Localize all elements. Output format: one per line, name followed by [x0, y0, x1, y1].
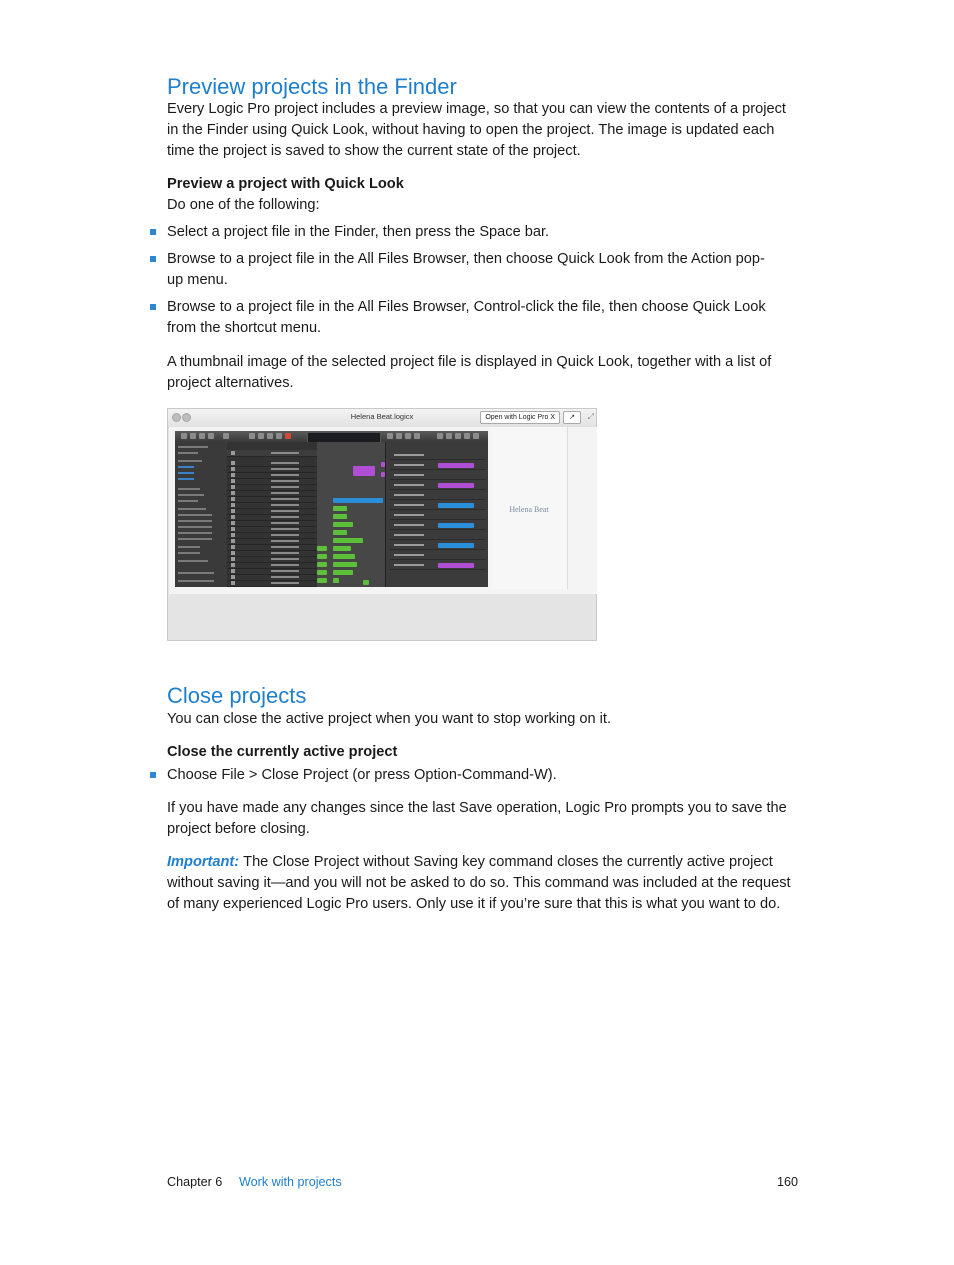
track-name [271, 546, 299, 548]
footer-chapter: Chapter 6 [167, 1175, 223, 1189]
track-name [271, 510, 299, 512]
midi-region [317, 570, 327, 575]
midi-region [333, 570, 353, 575]
track-name [271, 504, 299, 506]
library-row [178, 472, 194, 474]
track-name [271, 516, 299, 518]
task-heading: Close the currently active project [167, 744, 398, 760]
bullet-text: Select a project file in the Finder, then press the Space bar. [167, 224, 550, 240]
loops-icon [414, 433, 420, 439]
alternative-row [390, 522, 486, 530]
waveform [438, 463, 474, 468]
track-icon [231, 497, 235, 501]
alternative-row [390, 492, 486, 500]
after-paragraph: A thumbnail image of the selected project file is displayed in Quick Look, together with a list of project alternatives. [167, 354, 772, 391]
bullet-text: Browse to a project file in the All Files Browser, Control-click the file, then choose Quick Look from the shortcut menu. [167, 299, 766, 336]
track-name [271, 570, 299, 572]
record-icon [285, 433, 291, 439]
bullet-icon [150, 229, 156, 235]
track-name [271, 534, 299, 536]
important-block [167, 852, 799, 915]
midi-region [333, 530, 347, 535]
file-icon [455, 433, 461, 439]
expand-icon[interactable]: ⤢ [587, 412, 594, 421]
task-lead: Do one of the following: [167, 197, 320, 213]
track-name [271, 486, 299, 488]
track-name [271, 528, 299, 530]
important-text: The Close Project without Saving key command closes the currently active project without saving it—and you will not be asked to do so. This command was included at the request of many experienced Logic Pro users. Only use it if you’re sure that this is what you want to do. [167, 854, 791, 912]
library-row [178, 494, 204, 496]
quicklook-window [167, 408, 597, 641]
alternative-row [390, 532, 486, 540]
play-icon [276, 433, 282, 439]
forward-icon [258, 433, 264, 439]
alternative-name [394, 524, 424, 526]
audio-region [353, 466, 375, 476]
track-icon [231, 491, 235, 495]
library-row [178, 572, 214, 574]
midi-region [333, 546, 351, 551]
open-with-button[interactable]: Open with Logic Pro X [480, 411, 560, 424]
list-item [150, 297, 797, 339]
browser-panel [385, 442, 488, 587]
alternative-name [394, 514, 424, 516]
library-row [178, 488, 200, 490]
track-icon [231, 485, 235, 489]
library-row [178, 508, 206, 510]
mixer-icon [223, 433, 229, 439]
section-intro [167, 99, 799, 162]
track-icon [231, 551, 235, 555]
midi-region [317, 562, 327, 567]
track-row [227, 450, 317, 457]
library-row [178, 466, 194, 468]
alternative-name [394, 454, 424, 456]
track-name [271, 480, 299, 482]
alternative-row [390, 472, 486, 480]
alternative-name [394, 554, 424, 556]
editor-icon [387, 433, 393, 439]
track-icon [231, 545, 235, 549]
track-icon [231, 527, 235, 531]
track-icon [231, 467, 235, 471]
track-name [271, 522, 299, 524]
track-name [271, 558, 299, 560]
library-row [178, 538, 212, 540]
track-name [271, 474, 299, 476]
after-paragraph: If you have made any changes since the last Save operation, Logic Pro prompts you to save the project before closing. [167, 800, 787, 837]
alternative-row [390, 482, 486, 490]
settings-icon [473, 433, 479, 439]
track-name [271, 462, 299, 464]
track-row [227, 580, 317, 587]
list-icon [396, 433, 402, 439]
section-close [167, 683, 799, 709]
list-item [150, 249, 767, 291]
alternative-row [390, 452, 486, 460]
section-preview [167, 74, 799, 100]
library-row [178, 546, 200, 548]
bullet-text: Browse to a project file in the All Files Browser, then choose Quick Look from the Action pop-up menu. [167, 251, 765, 288]
library-row [178, 560, 208, 562]
alternative-name [394, 494, 424, 496]
midi-region [333, 522, 353, 527]
alternative-name [394, 464, 424, 466]
midi-region [333, 578, 339, 583]
task-block [167, 174, 799, 216]
bullet-text: Choose File > Close Project (or press Option-Command-W). [167, 767, 557, 783]
bullet-icon [150, 304, 156, 310]
library-row [178, 580, 214, 582]
arrange-area [317, 442, 385, 587]
page-number: 160 [776, 1175, 798, 1189]
library-row [178, 552, 200, 554]
task-heading: Preview a project with Quick Look [167, 176, 404, 192]
section-title: Close projects [167, 683, 307, 708]
task-block [167, 742, 799, 763]
rewind-icon [249, 433, 255, 439]
track-headers [227, 442, 317, 587]
track-name [271, 552, 299, 554]
midi-region [333, 538, 363, 543]
alternative-name [394, 504, 424, 506]
track-name [271, 576, 299, 578]
track-icon [231, 451, 235, 455]
track-icon [231, 509, 235, 513]
track-name [271, 492, 299, 494]
track-name [271, 540, 299, 542]
alternatives-sidebar [491, 427, 568, 589]
alternative-label[interactable]: Helena Beat [509, 505, 549, 514]
library-row [178, 520, 212, 522]
library-panel [175, 442, 228, 587]
bullet-icon [150, 772, 156, 778]
library-icon [181, 433, 187, 439]
alternative-name [394, 474, 424, 476]
alternative-row [390, 502, 486, 510]
window-title: Helena Beat.logicx [350, 412, 414, 421]
track-icon [231, 461, 235, 465]
important-paragraph [167, 852, 799, 915]
section-intro [167, 709, 799, 730]
track-name [271, 582, 299, 584]
library-row [178, 500, 198, 502]
track-name [271, 564, 299, 566]
toolbar-icon [208, 433, 214, 439]
section-title: Preview projects in the Finder [167, 74, 457, 99]
after-paragraph-block [167, 352, 799, 394]
list-item [150, 222, 800, 243]
intro-paragraph: You can close the active project when you want to stop working on it. [167, 711, 612, 727]
share-icon[interactable]: ↗ [563, 411, 581, 424]
library-row [178, 460, 202, 462]
stop-icon [267, 433, 273, 439]
track-icon [231, 557, 235, 561]
alternative-row [390, 552, 486, 560]
track-icon [231, 503, 235, 507]
list-item [150, 765, 800, 786]
waveform [438, 563, 474, 568]
bullet-list [150, 765, 800, 786]
track-icon [231, 473, 235, 477]
waveform [438, 523, 474, 528]
bullet-icon [150, 256, 156, 262]
alternative-name [394, 544, 424, 546]
midi-region [363, 580, 369, 585]
quicklook-titlebar [168, 409, 596, 428]
track-icon [231, 575, 235, 579]
track-name [271, 498, 299, 500]
waveform [438, 503, 474, 508]
track-icon [231, 563, 235, 567]
waveform [438, 543, 474, 548]
alternative-name [394, 564, 424, 566]
important-label: Important: [167, 854, 240, 870]
library-row [178, 446, 208, 448]
library-row [178, 478, 194, 480]
midi-region [333, 562, 357, 567]
waveform [438, 483, 474, 488]
track-icon [231, 515, 235, 519]
alternative-row [390, 542, 486, 550]
midi-region [333, 506, 347, 511]
library-row [178, 526, 212, 528]
midi-region [333, 498, 383, 503]
logic-screenshot [175, 431, 488, 587]
alternative-row [390, 462, 486, 470]
track-icon [231, 569, 235, 573]
track-icon [231, 533, 235, 537]
info-icon [190, 433, 196, 439]
midi-region [333, 554, 355, 559]
browser-icon [437, 433, 443, 439]
after-paragraph-block [167, 798, 799, 840]
logic-toolbar [175, 431, 488, 442]
track-icon [231, 539, 235, 543]
bullet-list [150, 222, 800, 339]
midi-region [317, 546, 327, 551]
midi-region [317, 554, 327, 559]
help-icon [199, 433, 205, 439]
media-icon [446, 433, 452, 439]
intro-paragraph: Every Logic Pro project includes a preview image, so that you can view the contents of a project in the Finder using Quick Look, without having to open the project. The image is updated each time the project is saved to show the current state of the project. [167, 101, 786, 159]
alternative-row [390, 562, 486, 570]
alt-icon [464, 433, 470, 439]
library-row [178, 452, 198, 454]
track-name [271, 452, 299, 454]
footer-chapter-link[interactable]: Work with projects [239, 1175, 342, 1189]
midi-region [317, 578, 327, 583]
track-icon [231, 521, 235, 525]
alternative-name [394, 534, 424, 536]
track-name [271, 468, 299, 470]
library-row [178, 514, 212, 516]
library-row [178, 532, 212, 534]
track-icon [231, 581, 235, 585]
alternative-name [394, 484, 424, 486]
notepad-icon [405, 433, 411, 439]
midi-region [333, 514, 347, 519]
alternative-row [390, 512, 486, 520]
track-icon [231, 479, 235, 483]
